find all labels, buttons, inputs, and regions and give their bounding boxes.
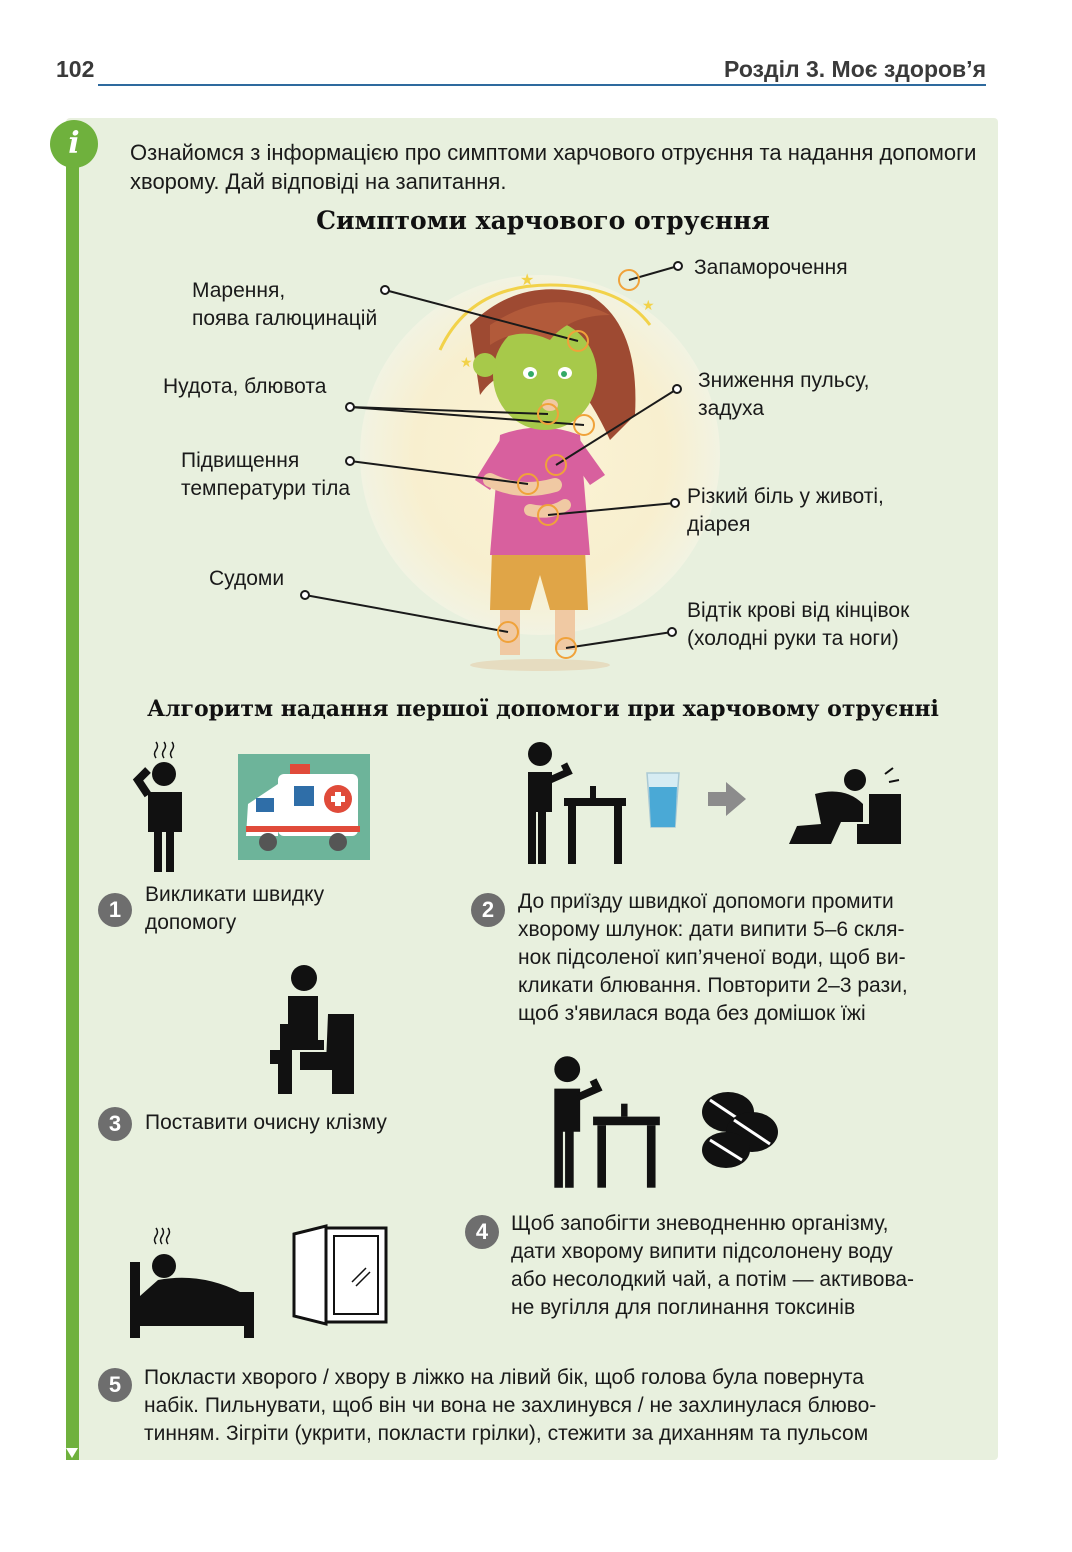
step-2-text (518, 888, 908, 1028)
algorithm-title: Алгоритм надання першої допомоги при харчовому отруєнні (147, 696, 939, 722)
label-line: Зниження пульсу, (698, 369, 870, 392)
step-line: щоб з'явилася вода без домішок їжі (518, 1002, 866, 1025)
step-line: тинням. Зігріти (укрити, покласти грілки), стежити за диханням та пульсом (144, 1422, 869, 1445)
down-arrow-icon (66, 1448, 78, 1458)
open-window-icon (292, 1224, 390, 1326)
label-line: діарея (687, 513, 751, 536)
step-1-badge: 1 (98, 893, 132, 927)
step-line: Покласти хворого / хвору в ліжко на лівий бік, щоб голова була повернута (144, 1366, 864, 1389)
symptoms-title: Симптоми харчового отруєння (316, 206, 770, 235)
label-dizziness (694, 254, 848, 282)
label-line: Різкий біль у животі, (687, 485, 884, 508)
step-line: дати хворому випити підсолонену воду (511, 1240, 893, 1263)
section-title: Розділ 3. Моє здоров’я (724, 56, 986, 82)
svg-text:★: ★ (520, 272, 535, 289)
step-5-badge: 5 (98, 1368, 132, 1402)
page-number: 102 (56, 56, 95, 82)
activated-charcoal-tablets-icon (700, 1088, 780, 1172)
svg-text:★: ★ (642, 297, 655, 313)
step-line: кликати блювання. Повторити 2–3 рази, (518, 974, 908, 997)
label-pulse (698, 367, 869, 423)
step-line: хворому шлунок: дати випити 5–6 скля- (518, 918, 905, 941)
step-line: Поставити очисну клізму (145, 1111, 387, 1134)
info-icon: i (50, 120, 98, 168)
arrow-right-icon (708, 782, 746, 816)
label-line: Відтік крові від кінцівок (687, 599, 910, 622)
step-4-text (511, 1210, 914, 1322)
step-line: або несолодкий чай, а потім — активова- (511, 1268, 915, 1291)
step-line: нок підсоленої кип’яченої води, щоб ви- (518, 946, 906, 969)
step-5-text (144, 1364, 876, 1448)
label-seizures (209, 565, 284, 593)
label-line: температури тіла (181, 477, 351, 500)
step-2-badge: 2 (471, 893, 505, 927)
step-line: Щоб запобігти зневодненню організму, (511, 1212, 889, 1235)
label-line: (холодні руки та ноги) (687, 627, 899, 650)
label-delirium (192, 277, 377, 333)
water-glass-icon (645, 771, 681, 829)
step-3-badge: 3 (98, 1107, 132, 1141)
label-line: Марення, (192, 279, 286, 302)
label-pain (687, 483, 884, 539)
drinking-person-icon (524, 740, 628, 866)
toilet-person-icon (270, 964, 356, 1096)
label-nausea (163, 373, 326, 401)
person-in-bed-icon (130, 1226, 264, 1340)
step-line: набік. Пильнувати, щоб він чи вона не захлинувся / не захлинулася блюво- (144, 1394, 877, 1417)
label-line: Підвищення (181, 449, 300, 472)
svg-text:★: ★ (460, 354, 473, 370)
label-line: поява галюцинацій (192, 307, 378, 330)
step-line: допомогу (145, 911, 237, 934)
label-line: Судоми (209, 567, 285, 590)
label-cold-limbs (687, 597, 909, 653)
label-line: задуха (698, 397, 765, 420)
ambulance-icon (238, 754, 370, 860)
step-3-text (145, 1109, 387, 1137)
label-line: Нудота, блювота (163, 375, 327, 398)
step-line: не вугілля для поглинання токсинів (511, 1296, 856, 1319)
step-1-text (145, 881, 324, 937)
step-4-badge: 4 (465, 1215, 499, 1249)
step-line: До приїзду швидкої допомоги промити (518, 890, 894, 913)
vomiting-person-icon (785, 764, 910, 850)
label-line: Запаморочення (694, 256, 848, 279)
step-line: Викликати швидку (145, 883, 325, 906)
dizzy-person-icon (130, 740, 200, 875)
symptom-leader-lines (0, 0, 1072, 700)
intro-text: Ознайомся з інформацією про симптоми харчового отруєння та надання допомоги хворому. Дай відповіді на запитання. (130, 140, 977, 194)
label-fever (181, 447, 350, 503)
drinking-person-icon-2 (550, 1054, 662, 1190)
